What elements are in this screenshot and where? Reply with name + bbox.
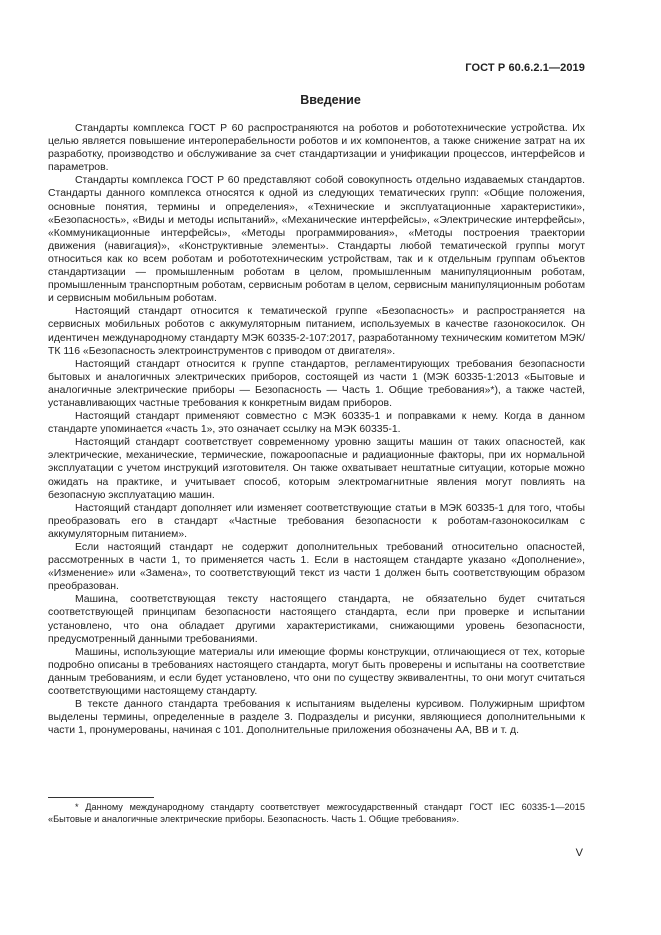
page-number: V <box>575 847 583 859</box>
paragraph: Настоящий стандарт относится к тематической группе «Безопасность» и распространяется на сервисных мобильных роботов с аккумуляторным питанием, используемых в качестве газонокосилок. Он идентичен международному стандарту МЭК 60335-2-107:2017, разработанному техническим комитетом МЭК/ТК 116 «Безопасность электроинструментов с приводом от двигателя». <box>48 306 585 357</box>
paragraph: В тексте данного стандарта требования к испытаниям выделены курсивом. Полужирным шрифтом выделены термины, определенные в разделе 3. Подразделы и рисунки, являющиеся дополнительными к части 1, пронумерованы, начиная с 101. Дополнительные приложения обозначены АА, ВВ и т. д. <box>48 699 585 737</box>
section-title: Введение <box>300 93 361 107</box>
footnote-divider <box>48 797 154 798</box>
paragraph: Машина, соответствующая тексту настоящего стандарта, не обязательно будет считаться соответствующей принципам безопасности настоящего стандарта, если при проверке и испытании установлено, что она обладает другими характеристиками, снижающими уровень безопасности, предусмотренный данными требованиями. <box>48 594 585 645</box>
footnote-text: * Данному международному стандарту соответствует межгосударственный стандарт ГОСТ IEC 60335-1—2015 «Бытовые и аналогичные электрические приборы. Безопасность. Часть 1. Общие требования». <box>48 802 585 824</box>
paragraph: Настоящий стандарт дополняет или изменяет соответствующие статьи в МЭК 60335-1 для того, чтобы преобразовать его в стандарт «Частные требования безопасности к роботам-газонокосилкам с аккумуляторным питанием». <box>48 502 585 540</box>
paragraph: Настоящий стандарт применяют совместно с МЭК 60335-1 и поправками к нему. Когда в данном стандарте упоминается «часть 1», это означает ссылку на МЭК 60335-1. <box>48 411 585 436</box>
footnote <box>48 802 585 825</box>
paragraph: Стандарты комплекса ГОСТ Р 60 представляют собой совокупность отдельно издаваемых стандартов. Стандарты данного комплекса относятся к одной из следующих тематических групп: «Общие положения, основные понятия, термины и определения», «Технические и эксплуатационные характеристики», «Безопасность», «Виды и методы испытаний», «Механические интерфейсы», «Электрические интерфейсы», «Коммуникационные интерфейсы», «Методы программирования», «Методы построения траектории движения (навигация)», «Конструктивные элементы». Стандарты любой тематической группы могут относиться как ко всем роботам и робототехническим устройствам, так и к отдельным группам объектов стандартизации — промышленным роботам в целом, промышленным манипуляционным роботам, промышленным транспортным роботам, сервисным роботам в целом, сервисным манипуляционным роботам и сервисным мобильным роботам. <box>48 175 585 305</box>
paragraph: Машины, использующие материалы или имеющие формы конструкции, отличающиеся от тех, которые подробно описаны в требованиях настоящего стандарта, могут быть проверены и испытаны на соответствие данным требованиям, и если будет установлено, что они по существу эквивалентны, то они могут считаться соответствующими настоящему стандарту. <box>48 646 585 698</box>
document-id: ГОСТ Р 60.6.2.1—2019 <box>465 62 585 74</box>
paragraph: Настоящий стандарт относится к группе стандартов, регламентирующих требования безопасности бытовых и аналогичных электрических приборов, состоящей из части 1 (МЭК 60335-1:2013 «Бытовые и аналогичные электрические приборы — Безопасность — Часть 1. Общие требования»*), а также частей, устанавливающих частные требования к конкретным видам приборов. <box>48 358 585 409</box>
body-text <box>48 122 585 737</box>
paragraph: Если настоящий стандарт не содержит дополнительных требований относительно опасностей, рассмотренных в части 1, то применяется часть 1. Если в настоящем стандарте указано «Дополнение», «Изменение» или «Замена», то соответствующий текст из части 1 должен быть соответствующим образом преобразован. <box>48 542 585 593</box>
paragraph: Настоящий стандарт соответствует современному уровню защиты машин от таких опасностей, как электрические, механические, термические, пожароопасные и радиационные факторы, при их нормальной эксплуатации с учетом инструкций изготовителя. Он также охватывает нештатные ситуации, которые можно ожидать на практике, и учитывает способ, которым электромагнитные явления могут повлиять на безопасную эксплуатацию машин. <box>48 437 585 501</box>
paragraph: Стандарты комплекса ГОСТ Р 60 распространяются на роботов и робототехнические устройства. Их целью является повышение интероперабельности роботов и их компонентов, а также снижение затрат на их разработку, производство и обслуживание за счет стандартизации и унификации процессов, интерфейсов и параметров. <box>48 123 585 174</box>
